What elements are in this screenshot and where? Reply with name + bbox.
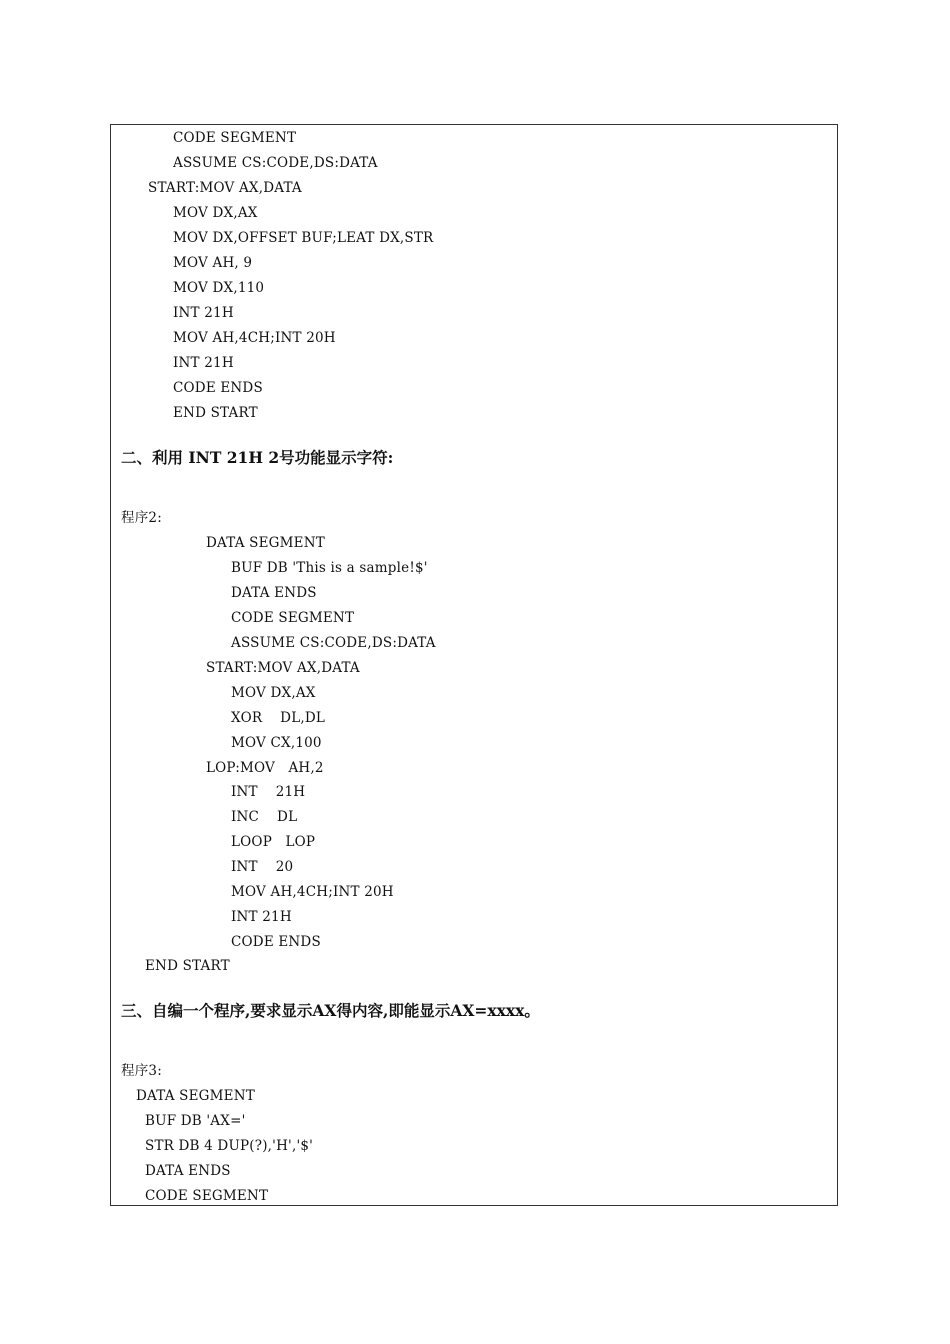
code-line: END START bbox=[173, 405, 258, 421]
code-line: START:MOV AX,DATA bbox=[148, 180, 302, 196]
code-line: MOV AH, 9 bbox=[173, 255, 253, 271]
section-heading-3: 三、自编一个程序,要求显示AX得内容,即能显示AX=xxxx。 bbox=[121, 1001, 540, 1020]
code-line: MOV DX,AX bbox=[231, 685, 316, 701]
code-line: CODE SEGMENT bbox=[231, 610, 355, 626]
code-line: INT 21H bbox=[173, 305, 234, 321]
code-line: DATA SEGMENT bbox=[136, 1088, 255, 1104]
code-line: MOV DX,110 bbox=[173, 280, 265, 296]
code-line: DATA SEGMENT bbox=[206, 535, 325, 551]
code-line: MOV AH,4CH;INT 20H bbox=[173, 330, 336, 346]
code-line: BUF DB 'This is a sample!$' bbox=[231, 560, 428, 576]
code-line: MOV DX,OFFSET BUF;LEAT DX,STR bbox=[173, 230, 434, 246]
code-line: INC DL bbox=[231, 809, 298, 825]
code-line: CODE ENDS bbox=[231, 934, 321, 950]
code-line: LOP:MOV AH,2 bbox=[206, 760, 324, 776]
code-line: BUF DB 'AX=' bbox=[145, 1113, 246, 1129]
code-line: STR DB 4 DUP(?),'H','$' bbox=[145, 1138, 314, 1154]
code-line: DATA ENDS bbox=[145, 1163, 231, 1179]
code-line: INT 20 bbox=[231, 859, 294, 875]
code-line: XOR DL,DL bbox=[231, 710, 326, 726]
section-heading-2: 二、利用 INT 21H 2号功能显示字符: bbox=[121, 448, 394, 467]
code-line: ASSUME CS:CODE,DS:DATA bbox=[231, 635, 436, 651]
code-line: ASSUME CS:CODE,DS:DATA bbox=[173, 155, 378, 171]
code-line: LOOP LOP bbox=[231, 834, 316, 850]
code-line: MOV CX,100 bbox=[231, 735, 322, 751]
code-line: END START bbox=[145, 958, 230, 974]
program-2-label: 程序2: bbox=[121, 510, 162, 526]
code-line: INT 21H bbox=[173, 355, 234, 371]
code-line: CODE ENDS bbox=[173, 380, 263, 396]
code-line: DATA ENDS bbox=[231, 585, 317, 601]
code-line: CODE SEGMENT bbox=[173, 130, 297, 146]
code-line: INT 21H bbox=[231, 909, 292, 925]
code-line: START:MOV AX,DATA bbox=[206, 660, 360, 676]
code-line: MOV AH,4CH;INT 20H bbox=[231, 884, 394, 900]
code-line: CODE SEGMENT bbox=[145, 1188, 269, 1204]
program-3-label: 程序3: bbox=[121, 1063, 162, 1079]
code-line: MOV DX,AX bbox=[173, 205, 258, 221]
code-line: INT 21H bbox=[231, 784, 306, 800]
